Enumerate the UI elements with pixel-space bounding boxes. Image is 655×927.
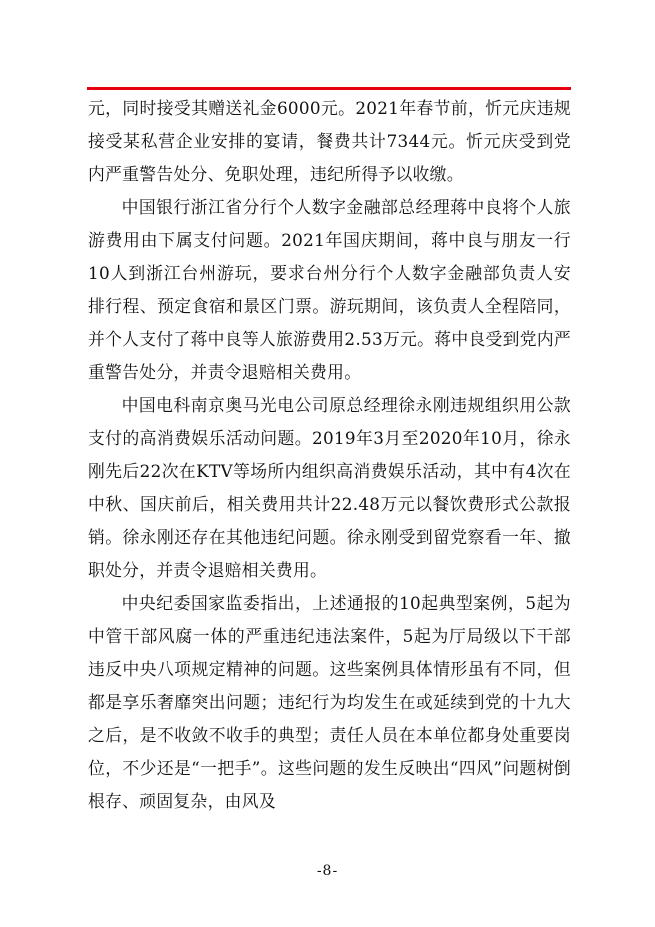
paragraph-commission-summary: 中央纪委国家监委指出，上述通报的10起典型案例，5起为中管干部风腐一体的严重违纪违法案件，5起为厅局级以下干部违反中央八项规定精神的问题。这些案例具体情形虽有不同，但都是享乐奢靡突出问题；违纪行为均发生在或延续到党的十九大之后，是不收敛不收手的典型；责任人员在本单位都身处重要岗位，不少还是“一把手”。这些问题的发生反映出“四风”问题树倒根存、顽固复杂，由风及 xyxy=(88,593,571,811)
paragraph-jiang-zhongliang: 中国银行浙江省分行个人数字金融部总经理蒋中良将个人旅游费用由下属支付问题。2021年国庆期间，蒋中良与朋友一行10人到浙江台州游玩，要求台州分行个人数字金融部负责人安排行程、预定食宿和景区门票。游玩期间，该负责人全程陪同，并个人支付了蒋中良等人旅游费用2.53万元。蒋中良受到党内严重警告处分，并责令退赔相关费用。 xyxy=(88,197,571,382)
document-body xyxy=(88,92,571,818)
paragraph-xu-yonggang: 中国电科南京奥马光电公司原总经理徐永刚违规组织用公款支付的高消费娱乐活动问题。2019年3月至2020年10月，徐永刚先后22次在KTV等场所内组织高消费娱乐活动，其中有4次在中秋、国庆前后，相关费用共计22.48万元以餐饮费形式公款报销。徐永刚还存在其他违纪问题。徐永刚受到留党察看一年、撤职处分，并责令退赔相关费用。 xyxy=(88,395,571,580)
header-red-rule xyxy=(87,87,571,90)
paragraph-continued: 元，同时接受其赠送礼金6000元。2021年春节前，忻元庆违规接受某私营企业安排的宴请，餐费共计7344元。忻元庆受到党内严重警告处分、免职处理，违纪所得予以收缴。 xyxy=(88,98,571,184)
page-number: -8- xyxy=(316,863,339,879)
